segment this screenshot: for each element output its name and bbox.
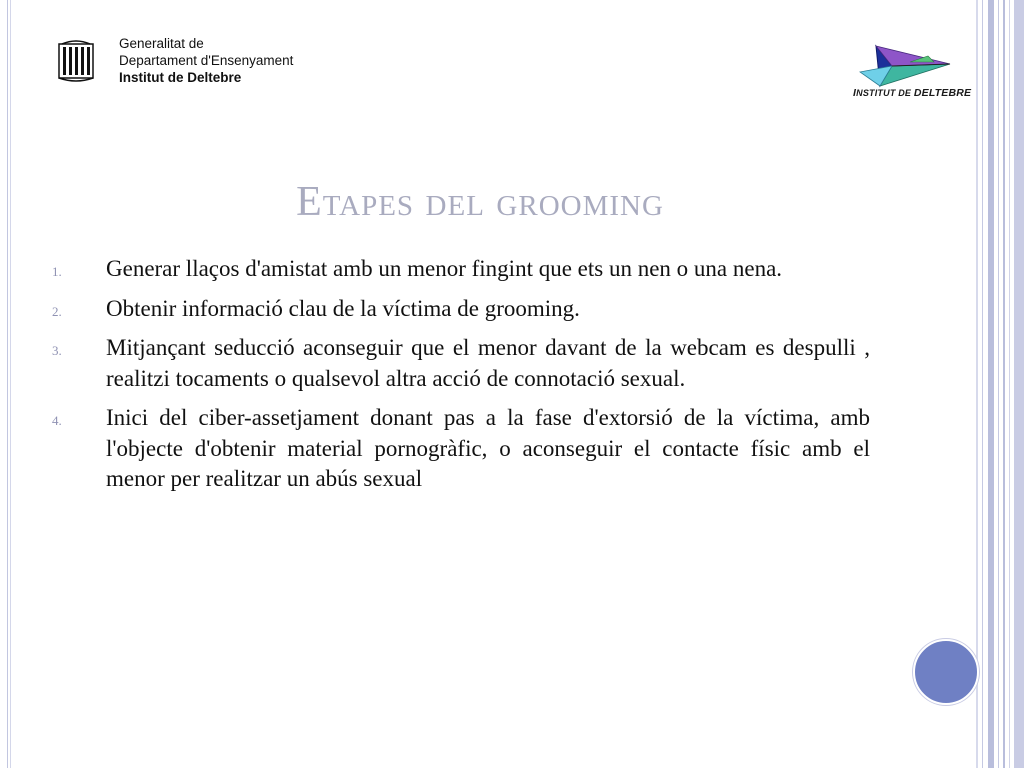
list-item-number: 3. <box>52 343 62 358</box>
list-item-number: 4. <box>52 413 62 428</box>
header-line-department: Departament d'Ensenyament <box>119 53 294 68</box>
header-line-generalitat: Generalitat de <box>119 36 204 51</box>
right-stripe <box>988 0 994 768</box>
slide-title: Etapes del grooming <box>296 179 664 225</box>
right-stripe <box>1003 0 1005 768</box>
list-item <box>52 294 870 325</box>
right-decorative-band <box>976 0 1024 768</box>
list-item-number: 1. <box>52 264 62 279</box>
right-stripe <box>1014 0 1024 768</box>
list-item <box>52 254 870 285</box>
list-item-text: Inici del ciber-assetjament donant pas a la fase d'extorsió de la víctima, amb l'objecte d'obtenir material pornogràfic, o aconseguir el contacte físic amb el menor per realitzar un abús sexual <box>106 405 870 491</box>
left-border-line-inner <box>10 0 11 768</box>
left-border-line <box>7 0 8 768</box>
list-item-number: 2. <box>52 303 62 319</box>
institute-logo-caption: INSTITUT DE DELTEBRE <box>853 87 972 99</box>
header-line-institute: Institut de Deltebre <box>119 70 242 85</box>
generalitat-shield-icon <box>58 40 94 82</box>
right-stripe <box>1009 0 1010 768</box>
header-organization <box>119 35 293 86</box>
decorative-circle <box>913 639 979 705</box>
list-item-text: Obtenir informació clau de la víctima de grooming. <box>106 295 580 321</box>
right-stripe <box>976 0 978 768</box>
grooming-steps-list <box>52 254 870 504</box>
right-stripe <box>982 0 983 768</box>
list-item <box>52 403 870 495</box>
right-stripe <box>998 0 999 768</box>
list-item-text: Mitjançant seducció aconseguir que el menor davant de la webcam es despulli , realitzi tocaments o qualsevol altra acció de connotació sexual. <box>106 335 870 391</box>
list-item-text: Generar llaços d'amistat amb un menor fingint que ets un nen o una nena. <box>106 256 783 281</box>
list-item <box>52 333 870 394</box>
